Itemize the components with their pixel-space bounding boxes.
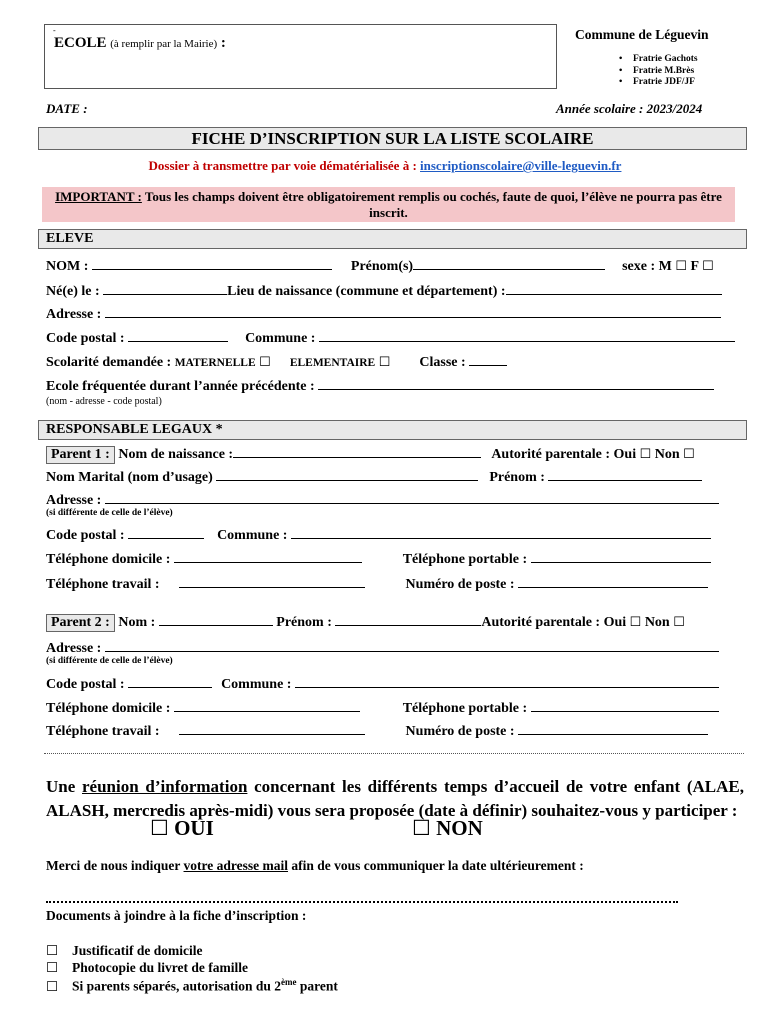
form-title: FICHE D’INSCRIPTION SUR LA LISTE SCOLAIRE [38,127,747,150]
elementaire-label: ELEMENTAIRE [289,357,376,369]
ecole-tick: - [53,26,56,35]
parent1-row-tel2 [46,576,708,593]
important-notice [42,187,735,222]
p1-autorite-label: Autorité parentale : Oui [491,447,637,462]
eleve-row-nom [46,258,714,275]
classe-label: Classe : [419,355,466,370]
merci-before: Merci de nous indiquer [46,858,184,873]
parent2-row-adresse [46,640,719,657]
p1-tel-portable-field[interactable] [531,551,711,563]
eleve-row-scolarite [46,354,507,371]
p1-adresse-field[interactable] [105,492,719,504]
document-item [46,977,338,995]
p2-code-postal-field[interactable] [128,676,212,688]
section-eleve: ELEVE [38,229,747,249]
p2-tel-travail-label: Téléphone travail : [46,724,160,739]
classe-field[interactable] [469,354,507,366]
ecole-box [44,24,557,89]
parent2-row-cp [46,676,719,693]
p2-prenom-label: Prénom : [276,615,332,630]
merci-text [46,858,584,874]
p1-nom-marital-label: Nom Marital (nom d’usage) [46,470,213,485]
parent1-row-nom [46,446,695,464]
ecole-note: (à remplir par la Mairie) [110,38,218,50]
p2-nom-label: Nom : [118,615,156,630]
p2-tel-portable-field[interactable] [531,700,719,712]
eleve-row-adresse [46,306,721,323]
eleve-row-naissance [46,283,722,300]
p1-prenom-field[interactable] [548,469,702,481]
p2-num-poste-label: Numéro de poste : [405,724,515,739]
ecole-colon: : [220,35,226,51]
p1-tel-travail-label: Téléphone travail : [46,577,160,592]
adresse-field[interactable] [105,306,721,318]
p1-code-postal-label: Code postal : [46,528,125,543]
p1-adresse-label: Adresse : [46,493,102,508]
merci-after: afin de vous communiquer la date ultérieurement : [288,858,584,873]
annee-scolaire: Année scolaire : 2023/2024 [556,101,703,116]
p1-tel-travail-field[interactable] [179,576,365,588]
reunion-before: Une [46,777,82,796]
documents-title: Documents à joindre à la fiche d’inscription : [46,908,307,923]
commune-field[interactable] [319,330,735,342]
p2-prenom-field[interactable] [335,614,481,626]
nom-label: NOM : [46,259,89,274]
important-label: IMPORTANT : [55,189,142,204]
p1-tel-domicile-label: Téléphone domicile : [46,552,171,567]
p2-adresse-field[interactable] [105,640,719,652]
ecole-freq-note: (nom - adresse - code postal) [46,396,162,407]
p1-num-poste-label: Numéro de poste : [405,577,515,592]
merci-underlined: votre adresse mail [183,858,289,873]
email-reunion-field[interactable] [46,893,678,903]
ecole-label: ECOLE [54,35,107,51]
parent1-row-cp [46,527,711,544]
reunion-oui-checkbox[interactable]: ☐ [150,816,169,840]
fratrie-item: • Fratrie Gachots [633,54,698,66]
reunion-non-option[interactable] [412,816,483,841]
commune-title: Commune de Léguevin [575,27,709,42]
p1-prenom-label: Prénom : [489,470,545,485]
ecole-freq-field[interactable] [318,378,714,390]
parent2-row-nom [46,614,685,632]
p2-autorite-non-checkbox[interactable]: ☐ [673,614,685,629]
p2-tel-portable-label: Téléphone portable : [402,701,528,716]
sexe-label: sexe : M [622,259,672,274]
reunion-after: concernant les différents temps d’accueil de votre enfant (ALAE, ALASH, mercredis après-midi) vous sera proposée (date à définir) souhaitez-vous y participer : [46,777,744,820]
reunion-non-checkbox[interactable]: ☐ [412,816,431,840]
p1-commune-field[interactable] [291,527,711,539]
elementaire-checkbox[interactable]: ☐ [378,354,391,369]
fratrie-item: • Fratrie M.Brès [633,66,698,78]
ecole-freq-label: Ecole fréquentée durant l’année précédente : [46,379,315,394]
p2-commune-label: Commune : [221,677,292,692]
code-postal-field[interactable] [128,330,228,342]
document-label: Si parents séparés, autorisation du 2 [72,978,282,994]
reunion-oui-option[interactable] [150,816,214,841]
separator-line [44,753,744,754]
p1-num-poste-field[interactable] [518,576,708,588]
p2-autorite-label: Autorité parentale : Oui [481,615,627,630]
p1-non-label: Non [654,447,680,462]
ne-le-label: Né(e) le : [46,284,100,299]
fratrie-item: • Fratrie JDF/JF [633,77,698,89]
eleve-row-ecole [46,378,714,395]
prenom-field[interactable] [413,258,605,270]
dossier-label: Dossier à transmettre par voie dématérialisée à : [148,158,421,173]
p2-adresse-label: Adresse : [46,641,102,656]
document-checkbox[interactable]: ☐ [46,943,59,958]
parent1-row-marital [46,469,702,486]
parent2-row-tel1 [46,700,719,717]
p1-autorite-oui-checkbox[interactable]: ☐ [639,446,652,461]
parent2-label: Parent 2 : [46,614,115,632]
p2-tel-domicile-field[interactable] [174,700,360,712]
parent1-label: Parent 1 : [46,446,115,464]
p1-adresse-note: (si différente de celle de l’élève) [46,508,173,518]
section-responsables: RESPONSABLE LEGAUX * [38,420,747,440]
document-label: Justificatif de domicile [72,943,203,958]
adresse-label: Adresse : [46,307,102,322]
sexe-f-checkbox[interactable]: ☐ [702,258,714,273]
document-item [46,960,248,976]
date-label[interactable]: DATE : [46,101,88,116]
ecole-field[interactable] [54,35,226,52]
p1-code-postal-field[interactable] [128,527,204,539]
ne-le-field[interactable] [103,283,227,295]
lieu-label: Lieu de naissance (commune et département) : [227,284,506,299]
document-label-suffix: parent [296,978,338,994]
p2-nom-field[interactable] [159,614,273,626]
reunion-oui-label: OUI [174,816,214,840]
sexe-f-label: F [690,259,699,274]
dossier-text [0,158,770,174]
important-text: Tous les champs doivent être obligatoirement remplis ou cochés, faute de quoi, l’élève ne pourra pas être inscrit. [141,189,722,220]
document-checkbox[interactable]: ☐ [46,960,59,975]
p2-num-poste-field[interactable] [518,723,708,735]
p1-nom-naissance-field[interactable] [233,446,481,458]
commune-label: Commune : [245,331,316,346]
p2-code-postal-label: Code postal : [46,677,125,692]
p2-tel-travail-field[interactable] [179,723,365,735]
p1-tel-domicile-field[interactable] [174,551,362,563]
prenom-label: Prénom(s) [350,259,414,274]
parent2-row-tel2 [46,723,708,740]
reunion-non-label: NON [436,816,483,840]
parent1-row-adresse [46,492,719,509]
p2-autorite-oui-checkbox[interactable]: ☐ [629,614,642,629]
eleve-row-cp [46,330,735,347]
document-sup: ème [281,977,297,987]
code-postal-label: Code postal : [46,331,125,346]
p2-commune-field[interactable] [295,676,719,688]
p2-adresse-note: (si différente de celle de l’élève) [46,656,173,666]
reunion-underlined: réunion d’information [82,777,248,796]
email-link[interactable]: inscriptionscolaire@ville-leguevin.fr [420,158,622,173]
p1-commune-label: Commune : [217,528,288,543]
p1-nom-naissance-label: Nom de naissance : [118,447,234,462]
parent1-row-tel1 [46,551,711,568]
p2-non-label: Non [644,615,670,630]
maternelle-label: MATERNELLE [174,357,256,369]
scolarite-label: Scolarité demandée : [46,355,172,370]
p1-tel-portable-label: Téléphone portable : [402,552,528,567]
document-item [46,943,202,959]
document-label: Photocopie du livret de famille [72,960,248,975]
lieu-field[interactable] [506,283,722,295]
nom-field[interactable] [92,258,332,270]
document-checkbox[interactable]: ☐ [46,978,59,994]
sexe-m-checkbox[interactable]: ☐ [675,258,688,273]
maternelle-checkbox[interactable]: ☐ [259,354,271,369]
p1-autorite-non-checkbox[interactable]: ☐ [683,446,695,461]
p1-nom-marital-field[interactable] [216,469,478,481]
p2-tel-domicile-label: Téléphone domicile : [46,701,171,716]
fratries-list [633,54,698,89]
